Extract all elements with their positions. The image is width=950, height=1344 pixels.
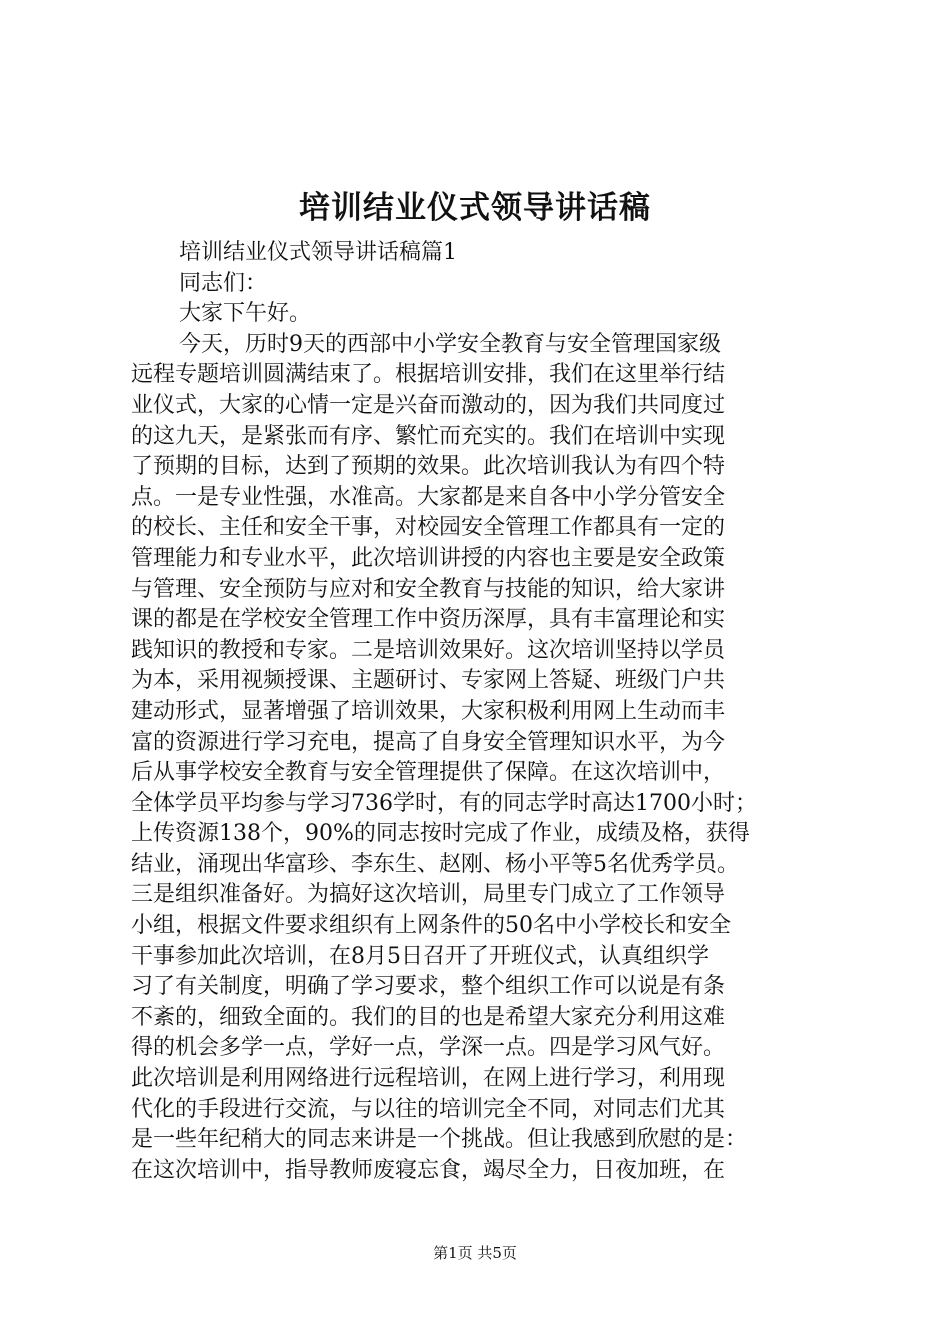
paragraph-line: 小组，根据文件要求组织有上网条件的50名中小学校长和安全: [131, 913, 731, 939]
paragraph-line: 习了有关制度，明确了学习要求，整个组织工作可以说是有条: [131, 974, 726, 1000]
page-footer: 第1页 共5页: [433, 1244, 517, 1262]
paragraph-line: 结业，涌现出华富珍、李东生、赵刚、杨小平等5名优秀学员。: [131, 851, 739, 877]
paragraph-line: 了预期的目标，达到了预期的效果。此次培训我认为有四个特: [131, 454, 726, 480]
paragraph-line: 的这九天，是紧张而有序、繁忙而充实的。我们在培训中实现: [131, 423, 726, 449]
paragraph-line: 此次培训是利用网络进行远程培训，在网上进行学习，利用现: [131, 1066, 726, 1092]
greeting: 大家下午好。: [179, 301, 312, 327]
paragraph-line: 三是组织准备好。为搞好这次培训，局里专门成立了工作领导: [131, 882, 726, 908]
paragraph-line: 上传资源138个，90%的同志按时完成了作业，成绩及格，获得: [131, 821, 750, 847]
paragraph-line: 建动形式，显著增强了培训效果，大家积极利用网上生动而丰: [131, 698, 726, 724]
paragraph-line: 管理能力和专业水平，此次培训讲授的内容也主要是安全政策: [131, 545, 726, 571]
paragraph-line: 与管理、安全预防与应对和安全教育与技能的知识，给大家讲: [131, 576, 726, 602]
document-title: 培训结业仪式领导讲话稿: [299, 190, 651, 226]
section-heading: 培训结业仪式领导讲话稿篇1: [179, 240, 457, 265]
paragraph-line: 课的都是在学校安全管理工作中资历深厚，具有丰富理论和实: [131, 607, 726, 633]
paragraph-line: 远程专题培训圆满结束了。根据培训安排，我们在这里举行结: [131, 362, 726, 388]
paragraph-line: 是一些年纪稍大的同志来讲是一个挑战。但让我感到欣慰的是：: [131, 1127, 748, 1153]
paragraph-line: 的校长、主任和安全干事，对校园安全管理工作都具有一定的: [131, 515, 726, 541]
paragraph-line: 得的机会多学一点，学好一点，学深一点。四是学习风气好。: [131, 1035, 726, 1061]
paragraph-line: 为本，采用视频授课、主题研讨、专家网上答疑、班级门户共: [131, 668, 726, 694]
paragraph-line: 全体学员平均参与学习736学时，有的同志学时高达1700小时；: [131, 790, 757, 816]
paragraph-line: 干事参加此次培训，在8月5日召开了开班仪式，认真组织学: [131, 943, 709, 969]
paragraph-line: 代化的手段进行交流，与以往的培训完全不同，对同志们尤其: [131, 1096, 726, 1122]
paragraph-line: 践知识的教授和专家。二是培训效果好。这次培训坚持以学员: [131, 637, 726, 663]
paragraph-line: 点。一是专业性强，水准高。大家都是来自各中小学分管安全: [131, 484, 726, 510]
paragraph-line: 业仪式，大家的心情一定是兴奋而激动的，因为我们共同度过: [131, 392, 726, 418]
paragraph-line: 后从事学校安全教育与安全管理提供了保障。在这次培训中，: [131, 760, 726, 786]
document-body: [131, 238, 831, 1186]
paragraph-line: 今天，历时9天的西部中小学安全教育与安全管理国家级: [179, 331, 721, 357]
paragraph-line: 在这次培训中，指导教师废寝忘食，竭尽全力，日夜加班，在: [131, 1157, 726, 1183]
paragraph-line: 富的资源进行学习充电，提高了自身安全管理知识水平，为今: [131, 729, 726, 755]
paragraph-line: 不紊的，细致全面的。我们的目的也是希望大家充分利用这难: [131, 1004, 726, 1030]
salutation: 同志们：: [179, 270, 268, 296]
